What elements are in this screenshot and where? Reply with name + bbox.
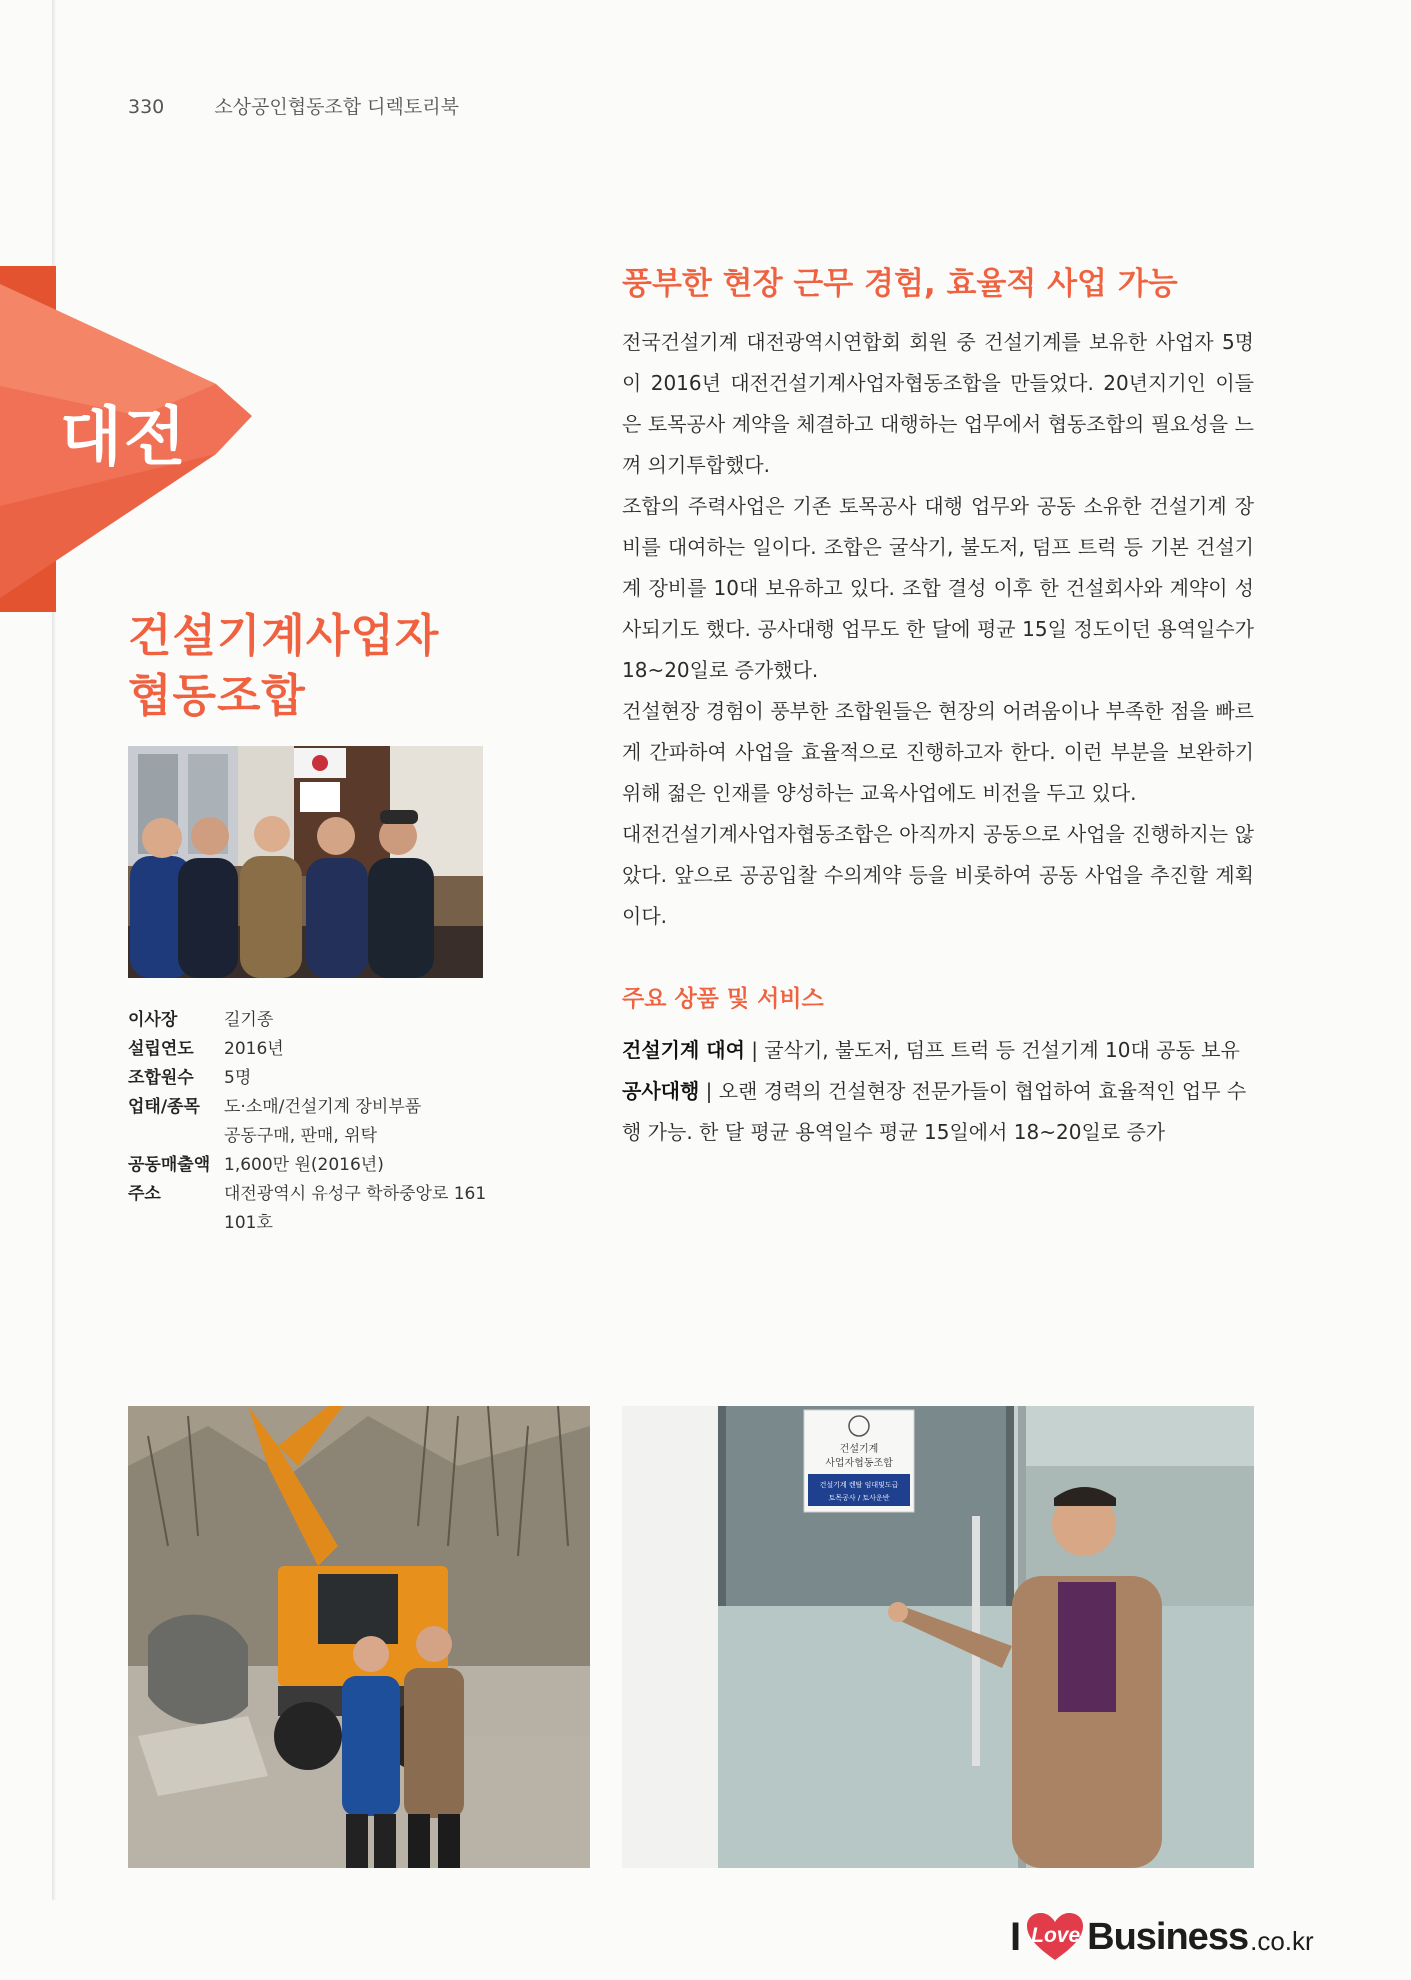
services-heading: 주요 상품 및 서비스	[622, 986, 824, 1012]
region-tab	[0, 266, 252, 612]
fact-value: 도·소매/건설기계 장비부품	[224, 1097, 422, 1117]
fact-value: 공동구매, 판매, 위탁	[224, 1126, 377, 1146]
fact-label: 이사장	[128, 1010, 178, 1030]
logo-love: Love	[1031, 1924, 1081, 1947]
org-title-line1: 건설기계사업자	[128, 609, 440, 662]
article-body	[622, 322, 1254, 937]
services-list	[622, 1030, 1254, 1153]
fact-value: 대전광역시 유성구 학하중앙로 161	[224, 1184, 487, 1204]
running-header	[128, 92, 459, 119]
fact-chairman	[128, 1006, 486, 1035]
fact-founded	[128, 1035, 486, 1064]
service-item: 공사대행 | 오랜 경력의 건설현장 전문가들이 협업하여 효율적인 업무 수행 가능. 한 달 평균 용역일수 평균 15일에서 18~20일로 증가	[622, 1079, 1247, 1144]
fact-value: 5명	[224, 1068, 252, 1088]
fact-value: 2016년	[224, 1039, 284, 1059]
fact-label: 공동매출액	[128, 1155, 211, 1175]
fact-value: 1,600만 원(2016년)	[224, 1155, 384, 1175]
fact-label: 조합원수	[128, 1068, 194, 1088]
book-title: 소상공인협동조합 디렉토리북	[214, 96, 459, 118]
excavator-photo	[128, 1406, 590, 1868]
org-title-line2: 협동조합	[128, 669, 306, 722]
fact-value: 길기종	[224, 1010, 274, 1030]
org-key-facts	[128, 1006, 486, 1238]
logo-i: I	[1010, 1914, 1022, 1959]
article-paragraph: 대전건설기계사업자협동조합은 아직까지 공동으로 사업을 진행하지는 않았다. 앞으로 공공입찰 수의계약 등을 비롯하여 공동 사업을 추진할 계획이다.	[622, 822, 1254, 928]
sign-line3: 건설기계 렌탈 임대및도급	[819, 1481, 899, 1489]
article-paragraph: 건설현장 경험이 풍부한 조합원들은 현장의 어려움이나 부족한 점을 빠르게 간파하여 사업을 효율적으로 진행하고자 한다. 이런 부분을 보완하기 위해 젊은 인재를 양성하는 교육사업에도 비전을 두고 있다.	[622, 699, 1254, 805]
fact-value: 101호	[224, 1213, 273, 1233]
fact-business-type	[128, 1093, 486, 1151]
logo-business: Business	[1087, 1915, 1249, 1958]
service-desc: 굴삭기, 불도저, 덤프 트럭 등 건설기계 10대 공동 보유	[764, 1038, 1240, 1062]
region-name: 대전	[60, 401, 188, 475]
page-number: 330	[128, 96, 165, 118]
fact-joint-sales	[128, 1151, 486, 1180]
article-paragraph: 조합의 주력사업은 기존 토목공사 대행 업무와 공동 소유한 건설기계 장비를 대여하는 일이다. 조합은 굴삭기, 불도저, 덤프 트럭 등 기본 건설기계 장비를 10대 보유하고 있다. 조합 결성 이후 한 건설회사와 계약이 성사되기도 했다. 공사대행 업무도 한 달에 평균 15일 정도이던 용역일수가 18~20일로 증가했다.	[622, 494, 1254, 682]
article-heading: 풍부한 현장 근무 경험, 효율적 사업 가능	[622, 266, 1178, 302]
sign-line1: 건설기계	[839, 1444, 879, 1455]
fact-label: 설립연도	[128, 1039, 194, 1059]
fact-label: 업태/종목	[128, 1097, 200, 1117]
members-group-photo	[128, 746, 483, 978]
service-desc: 오랜 경력의 건설현장 전문가들이 협업하여 효율적인 업무 수행 가능. 한 달 평균 용역일수 평균 15일에서 18~20일로 증가	[622, 1079, 1247, 1144]
fact-address	[128, 1180, 486, 1238]
office-door-photo	[622, 1406, 1254, 1868]
service-name: 건설기계 대여	[622, 1038, 745, 1062]
org-title	[128, 606, 439, 726]
fact-members	[128, 1064, 486, 1093]
article-paragraph: 전국건설기계 대전광역시연합회 회원 중 건설기계를 보유한 사업자 5명이 2016년 대전건설기계사업자협동조합을 만들었다. 20년지기인 이들은 토목공사 계약을 체결하고 대행하는 업무에서 협동조합의 필요성을 느껴 의기투합했다.	[622, 330, 1254, 477]
sign-line2: 사업자협동조합	[825, 1458, 893, 1469]
service-item: 건설기계 대여 | 굴삭기, 불도저, 덤프 트럭 등 건설기계 10대 공동 보유	[622, 1038, 1240, 1062]
logo-domain: .co.kr	[1250, 1925, 1314, 1956]
sign-line4: 토목공사 / 토사운반	[828, 1494, 890, 1502]
brand-logo	[1010, 1912, 1314, 1962]
heart-icon	[1025, 1912, 1085, 1962]
service-name: 공사대행	[622, 1079, 700, 1103]
fact-label: 주소	[128, 1184, 161, 1204]
